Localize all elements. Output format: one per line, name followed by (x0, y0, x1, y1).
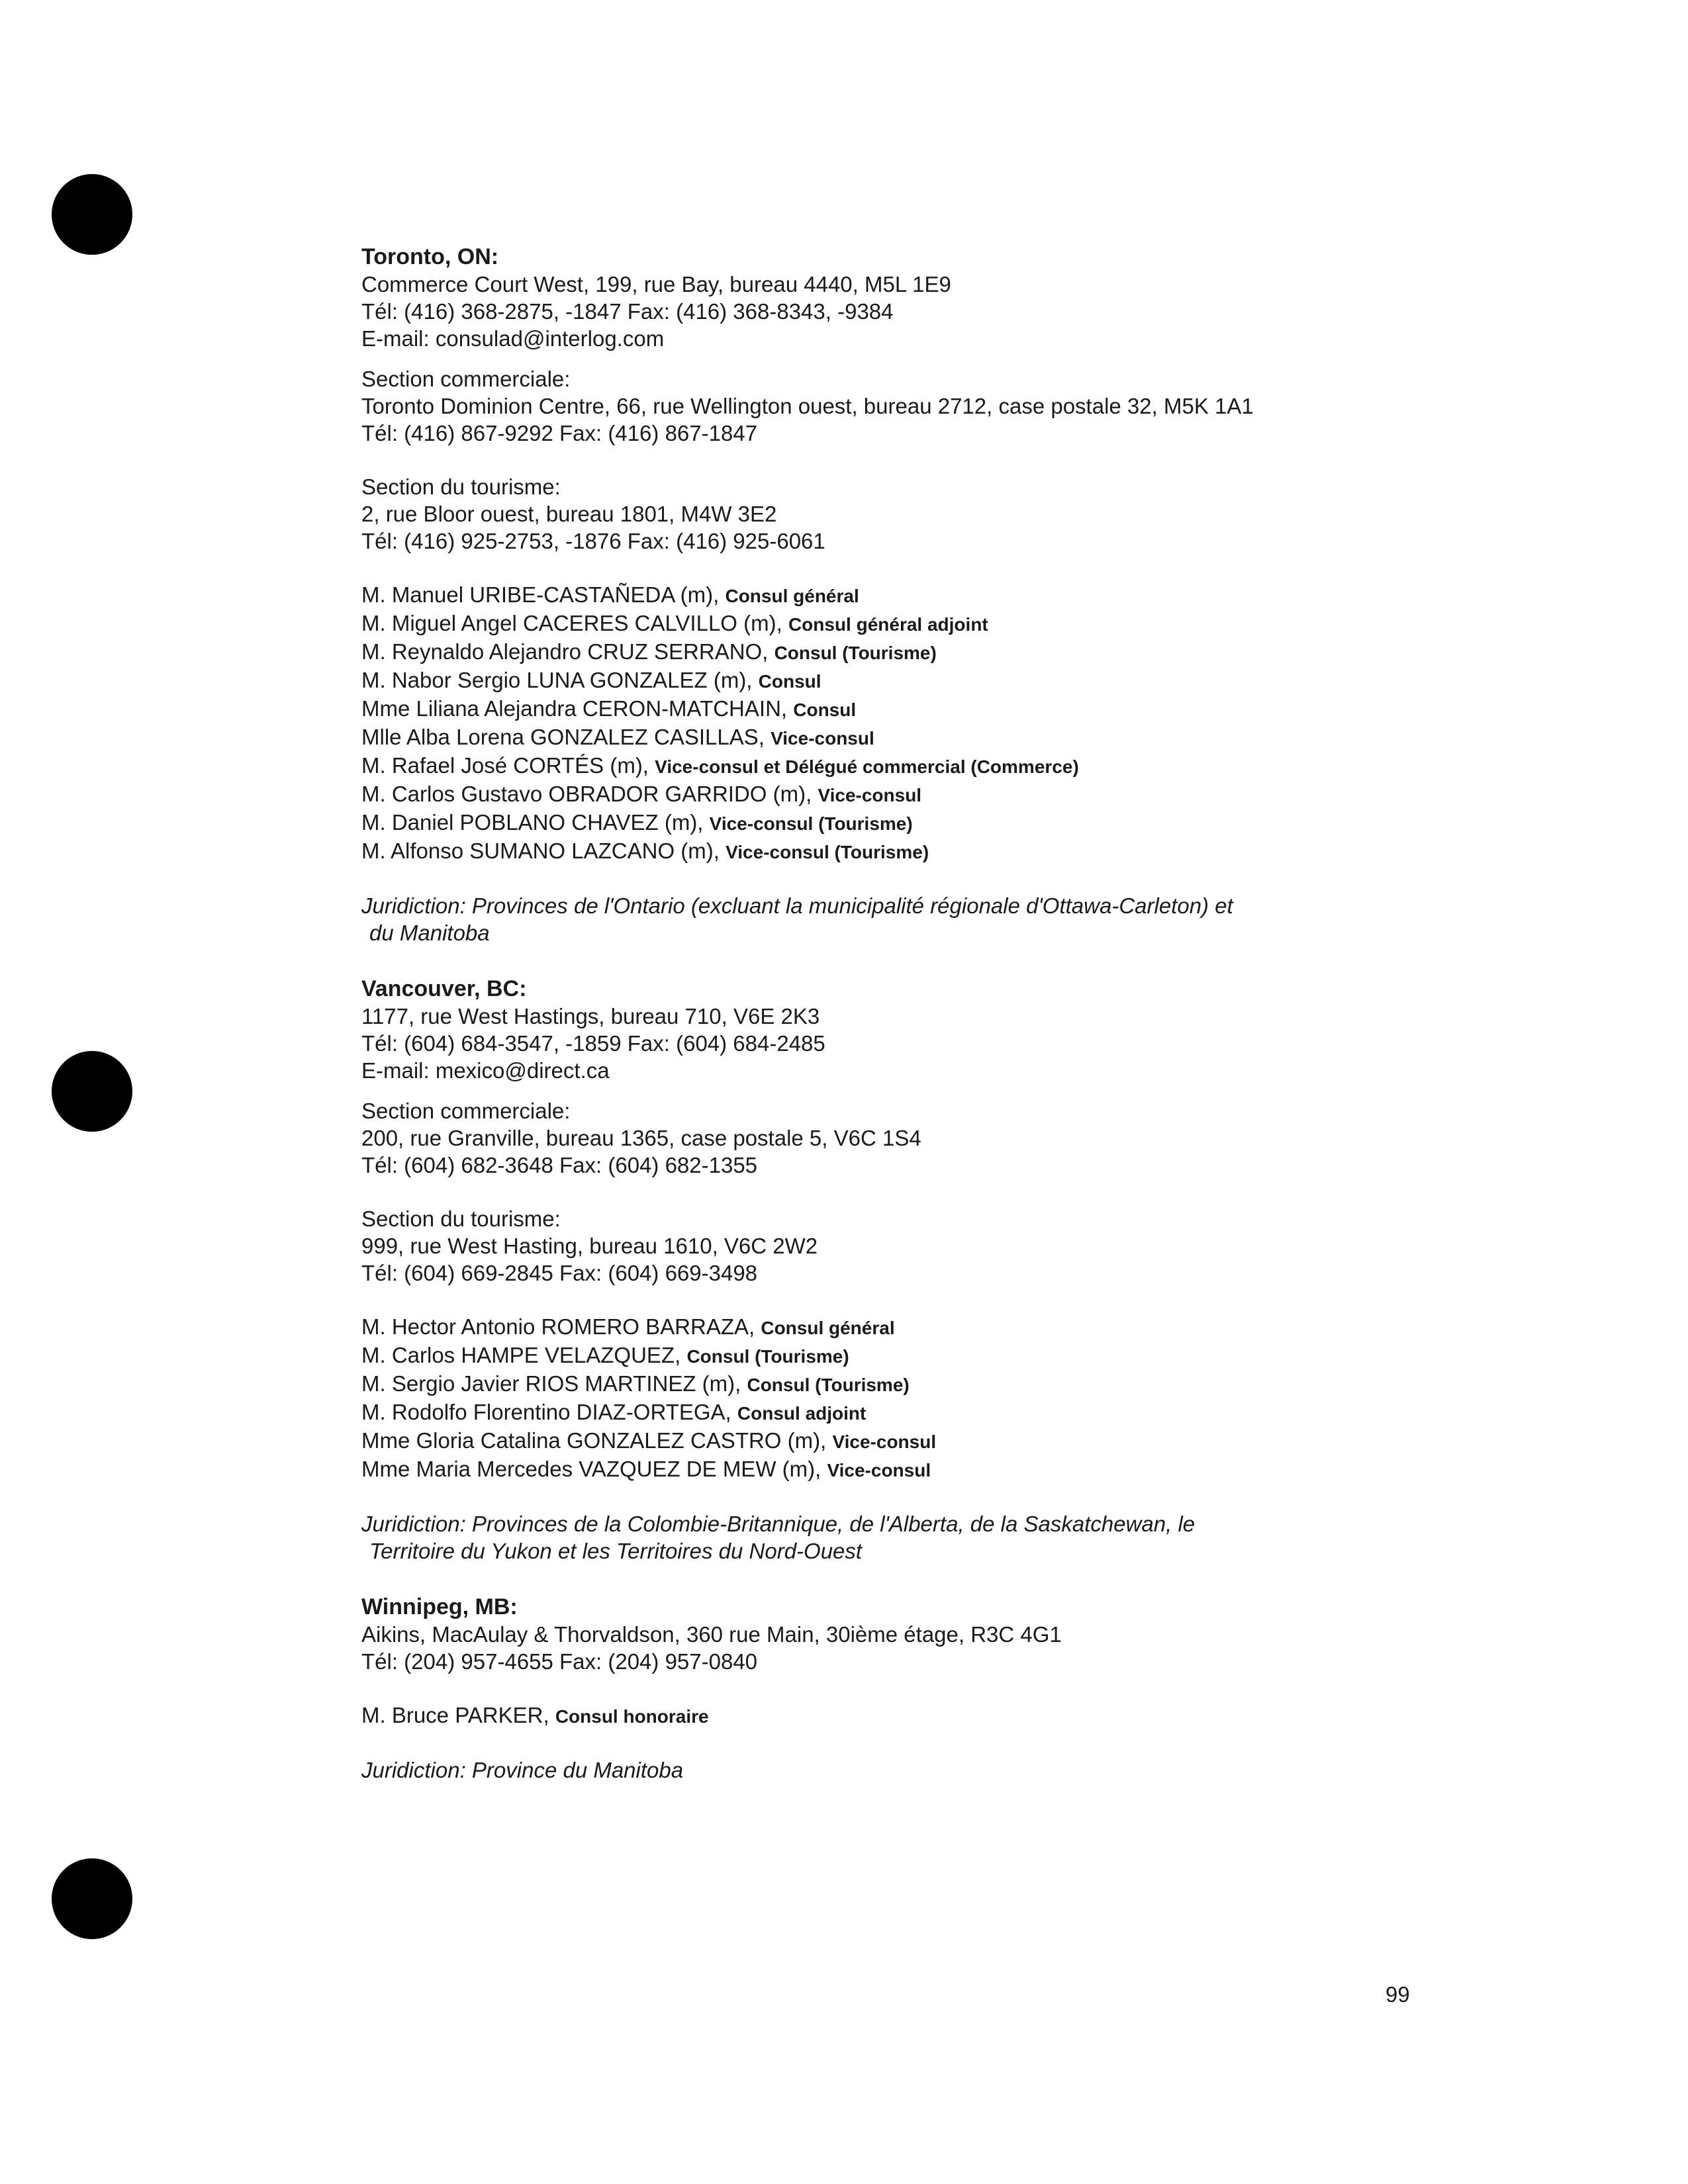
commercial-section-heading: Section commerciale: (361, 367, 571, 391)
staff-entry: Mme Gloria Catalina GONZALEZ CASTRO (m), Vice-consul (361, 1428, 937, 1453)
staff-entry: M. Nabor Sergio LUNA GONZALEZ (m), Consul (361, 668, 821, 692)
staff-title: Vice-consul (832, 1432, 937, 1452)
staff-title: Consul général adjoint (788, 614, 988, 635)
staff-entry: M. Miguel Angel CACERES CALVILLO (m), Consul général adjoint (361, 611, 988, 635)
address-line: Aikins, MacAulay & Thorvaldson, 360 rue Main, 30ième étage, R3C 4G1 (361, 1622, 1062, 1647)
staff-list (361, 1702, 1487, 1730)
staff-title: Vice-consul et Délégué commercial (Commerce) (655, 756, 1079, 777)
consulate-winnipeg (361, 1594, 1487, 1784)
commercial-phone: Tél: (604) 682-3648 Fax: (604) 682-1355 (361, 1153, 758, 1177)
tourism-section-heading: Section du tourisme: (361, 475, 561, 499)
staff-title: Consul (758, 671, 821, 692)
commercial-address: Toronto Dominion Centre, 66, rue Wellington ouest, bureau 2712, case postale 32, M5K 1A1 (361, 394, 1254, 418)
phone-line: Tél: (416) 368-2875, -1847 Fax: (416) 368-8343, -9384 (361, 299, 894, 324)
city-heading: Winnipeg, MB: (361, 1594, 518, 1619)
punch-hole-middle (52, 1051, 132, 1132)
consulate-toronto (361, 244, 1487, 946)
staff-entry: M. Reynaldo Alejandro CRUZ SERRANO, Consul (Tourisme) (361, 639, 937, 664)
staff-title: Consul (Tourisme) (774, 643, 937, 663)
staff-title: Consul (Tourisme) (747, 1375, 910, 1395)
commercial-address: 200, rue Granville, bureau 1365, case postale 5, V6C 1S4 (361, 1126, 921, 1150)
staff-title: Vice-consul (Tourisme) (726, 842, 929, 862)
consulate-listing (361, 244, 1487, 1784)
jurisdiction-note: Juridiction: Provinces de la Colombie-Britannique, de l'Alberta, de la Saskatchewan, le (361, 1512, 1196, 1536)
staff-entry: M. Hector Antonio ROMERO BARRAZA, Consul général (361, 1314, 895, 1339)
email-line: E-mail: consulad@interlog.com (361, 326, 665, 351)
jurisdiction-note: Juridiction: Province du Manitoba (361, 1758, 684, 1782)
staff-entry: M. Sergio Javier RIOS MARTINEZ (m), Consul (Tourisme) (361, 1371, 910, 1396)
phone-line: Tél: (204) 957-4655 Fax: (204) 957-0840 (361, 1649, 758, 1674)
jurisdiction-note: Juridiction: Provinces de l'Ontario (excluant la municipalité régionale d'Ottawa-Carleton) et (361, 893, 1233, 918)
staff-title: Consul adjoint (737, 1403, 867, 1424)
staff-list (361, 581, 1487, 866)
staff-title: Consul général (761, 1318, 895, 1338)
staff-entry: M. Carlos HAMPE VELAZQUEZ, Consul (Tourisme) (361, 1343, 849, 1367)
phone-line: Tél: (604) 684-3547, -1859 Fax: (604) 684-2485 (361, 1031, 825, 1056)
staff-title: Vice-consul (Tourisme) (709, 813, 913, 834)
consulate-vancouver (361, 976, 1487, 1565)
staff-title: Vice-consul (827, 1460, 931, 1480)
staff-title: Vice-consul (771, 728, 874, 749)
staff-entry: M. Manuel URIBE-CASTAÑEDA (m), Consul général (361, 582, 859, 607)
staff-entry: Mme Liliana Alejandra CERON-MATCHAIN, Consul (361, 696, 857, 721)
address-line: 1177, rue West Hastings, bureau 710, V6E 2K3 (361, 1004, 820, 1028)
tourism-section-heading: Section du tourisme: (361, 1206, 561, 1231)
staff-entry: M. Rodolfo Florentino DIAZ-ORTEGA, Consul adjoint (361, 1400, 867, 1424)
commercial-section-heading: Section commerciale: (361, 1099, 571, 1123)
staff-entry: M. Carlos Gustavo OBRADOR GARRIDO (m), Vice-consul (361, 782, 922, 806)
punch-hole-bottom (52, 1858, 132, 1939)
staff-entry: Mlle Alba Lorena GONZALEZ CASILLAS, Vice-consul (361, 725, 874, 749)
tourism-address: 2, rue Bloor ouest, bureau 1801, M4W 3E2 (361, 502, 777, 526)
staff-title: Consul honoraire (555, 1706, 709, 1727)
staff-title: Consul (Tourisme) (686, 1346, 849, 1367)
address-line: Commerce Court West, 199, rue Bay, bureau 4440, M5L 1E9 (361, 272, 951, 296)
page-number: 99 (1385, 1982, 1410, 2007)
staff-entry: M. Daniel POBLANO CHAVEZ (m), Vice-consul (Tourisme) (361, 810, 913, 835)
city-heading: Vancouver, BC: (361, 976, 527, 1001)
staff-entry: Mme Maria Mercedes VAZQUEZ DE MEW (m), Vice-consul (361, 1457, 931, 1481)
city-heading: Toronto, ON: (361, 244, 499, 269)
staff-title: Consul (793, 700, 857, 720)
staff-list (361, 1313, 1487, 1484)
commercial-phone: Tél: (416) 867-9292 Fax: (416) 867-1847 (361, 421, 758, 445)
tourism-phone: Tél: (604) 669-2845 Fax: (604) 669-3498 (361, 1261, 758, 1285)
staff-entry: M. Rafael José CORTÉS (m), Vice-consul et Délégué commercial (Commerce) (361, 753, 1079, 778)
jurisdiction-note-continued: du Manitoba (369, 921, 490, 945)
staff-title: Consul général (725, 586, 859, 606)
email-line: E-mail: mexico@direct.ca (361, 1058, 610, 1083)
tourism-address: 999, rue West Hasting, bureau 1610, V6C 2W2 (361, 1234, 818, 1258)
staff-entry: M. Bruce PARKER, Consul honoraire (361, 1703, 709, 1727)
tourism-phone: Tél: (416) 925-2753, -1876 Fax: (416) 925-6061 (361, 529, 825, 553)
staff-title: Vice-consul (818, 785, 922, 805)
jurisdiction-note-continued: Territoire du Yukon et les Territoires du Nord-Ouest (369, 1539, 863, 1563)
staff-entry: M. Alfonso SUMANO LAZCANO (m), Vice-consul (Tourisme) (361, 839, 929, 863)
punch-hole-top (52, 174, 132, 255)
